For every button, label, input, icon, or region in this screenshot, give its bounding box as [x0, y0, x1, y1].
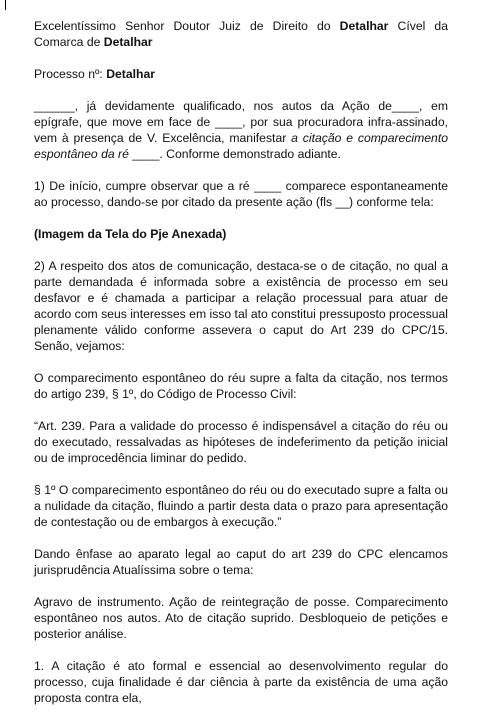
paragraph-2: 2) A respeito dos atos de comunicação, destaca-se o de citação, no qual a parte demandada é informada sobre a existência de processo em seu desfavor e é chamada a participar a relação processual para atuar de acordo com seus interesses em isso tal ato constitui pressuposto processual plenamente válido conforme assevera o caput do Art 239 do CPC/15. Senão, vejamos:: [34, 259, 448, 353]
court-placeholder: Detalhar: [339, 19, 389, 33]
process-value: Detalhar: [106, 67, 155, 81]
intro-part2: ____. Conforme demonstrado adiante.: [128, 147, 341, 161]
jurisprudence-summary: Agravo de instrumento. Ação de reintegração de posse. Comparecimento espontâneo nos autos. Ato de citação suprido. Desbloqueio de petições e posterior análise.: [34, 595, 448, 641]
text-cursor: [5, 0, 6, 10]
intro-italic: a citação e comparecimento espontâneo da ré: [34, 131, 448, 161]
quote-paragraph-1: § 1º O comparecimento espontâneo do réu ou do executado supre a falta ou a nulidade da citação, fluindo a partir desta data o prazo para apresentação de contestação ou de embargos à execução.”: [34, 483, 448, 529]
intro-paragraph: [34, 98, 448, 162]
process-label: Processo nº:: [34, 67, 107, 81]
document-body: [34, 18, 448, 722]
intro-part1: ______, já devidamente qualificado, nos autos da Ação de____, em epígrafe, que move em face de ____, por sua procuradora infra-assinado, vem à presença de V. Excelência, manifestar: [34, 99, 448, 145]
paragraph-3: O comparecimento espontâneo do réu supre a falta da citação, nos termos do artigo 239, § 1º, do Código de Processo Civil:: [34, 371, 448, 401]
addressee-heading: [34, 18, 448, 50]
addressee-middle: Cível da Comarca de: [34, 19, 448, 49]
jurisprudence-item-1: 1. A citação é ato formal e essencial ao desenvolvimento regular do processo, cuja finalidade é dar ciência à parte da existência de uma ação proposta contra ela,: [34, 659, 448, 705]
paragraph-1: 1) De início, cumpre observar que a ré ____ comparece espontaneamente ao processo, dando-se por citado da presente ação (fls __) conforme tela:: [34, 179, 448, 209]
district-placeholder: Detalhar: [103, 35, 153, 49]
quote-article-239: “Art. 239. Para a validade do processo é indispensável a citação do réu ou do executado, ressalvadas as hipóteses de indeferimento da petição inicial ou de improcedência liminar do pedido.: [34, 419, 448, 465]
process-number: [34, 66, 448, 82]
paragraph-4: Dando ênfase ao aparato legal ao caput do art 239 do CPC elencamos jurisprudência Atualíssima sobre o tema:: [34, 547, 448, 577]
image-note: (Imagem da Tela do Pje Anexada): [34, 227, 227, 241]
addressee-prefix: Excelentíssimo Senhor Doutor Juiz de Direito do: [34, 19, 340, 33]
